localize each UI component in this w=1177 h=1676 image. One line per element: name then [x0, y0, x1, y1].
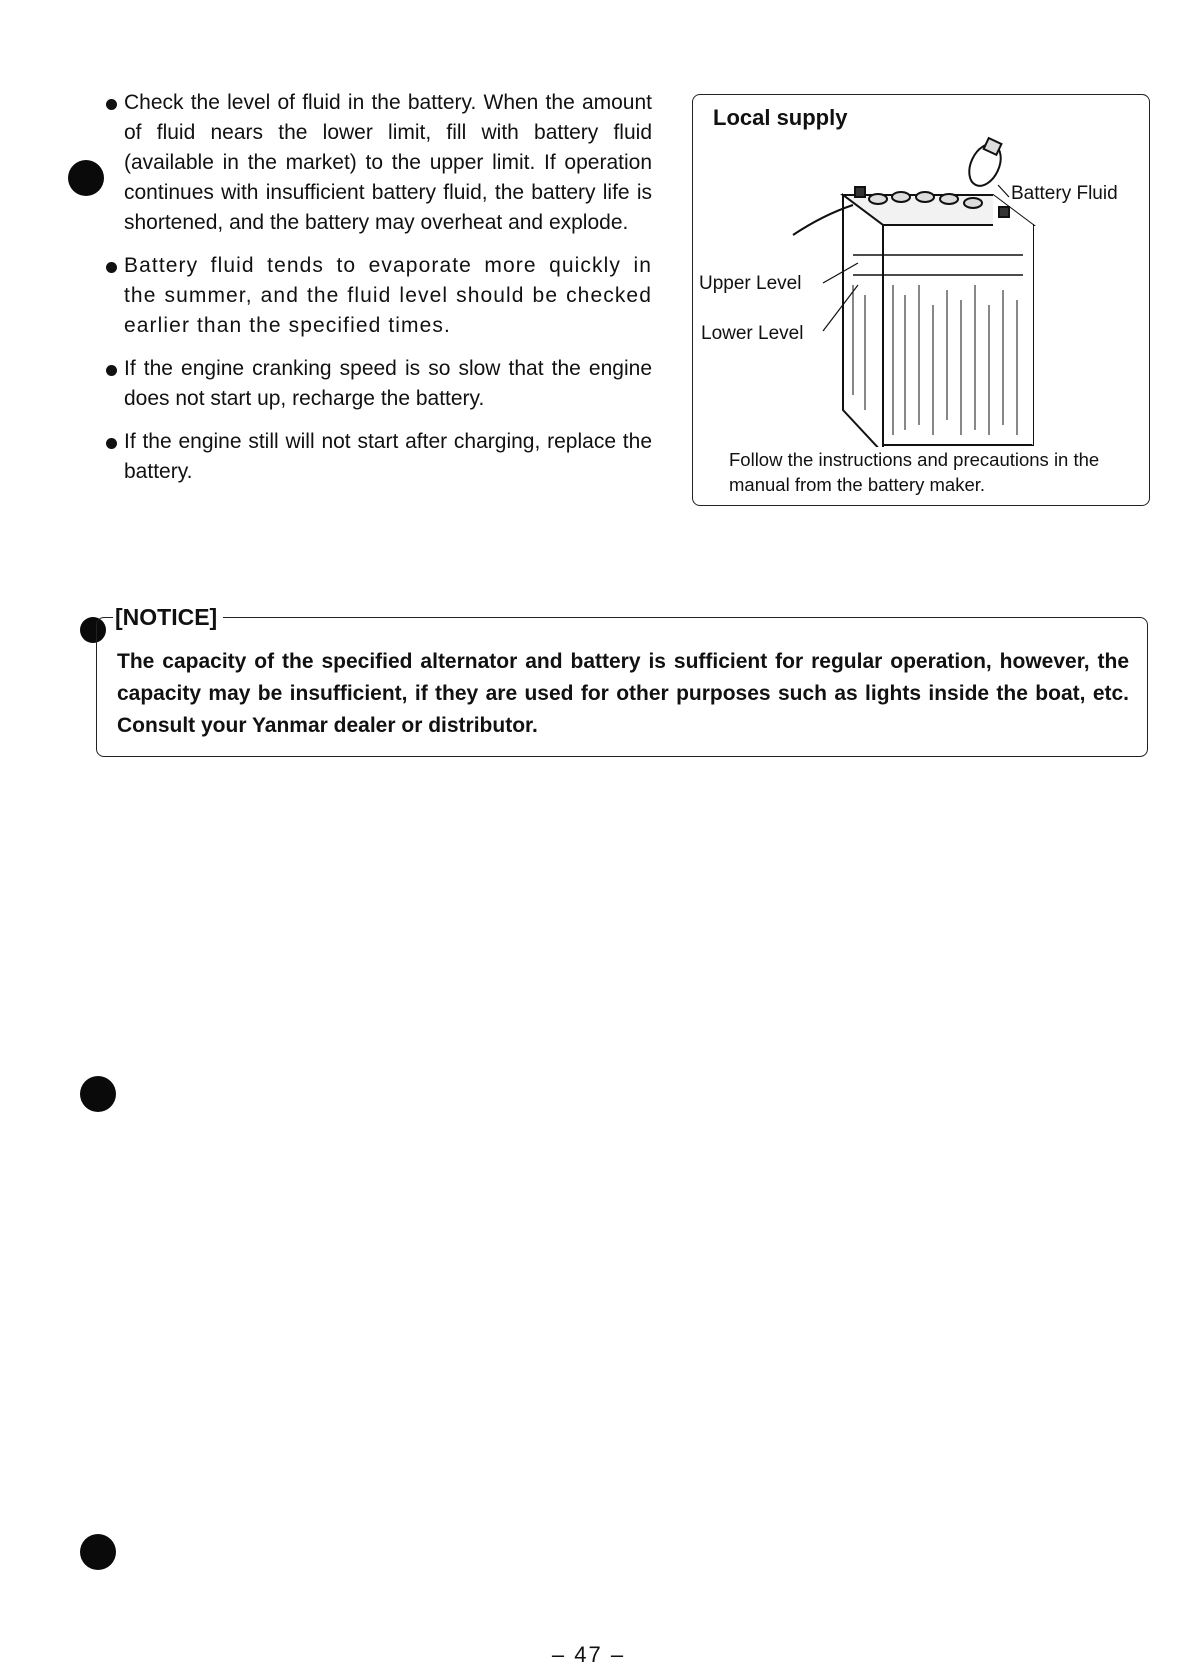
bullet-dot-icon — [106, 99, 117, 110]
punch-hole — [68, 160, 104, 196]
local-supply-title: Local supply — [713, 105, 848, 130]
notice-box — [96, 604, 1148, 757]
bullet-text: If the engine cranking speed is so slow that the engine does not start up, recharge the battery. — [124, 357, 652, 410]
bullet-evaporation — [104, 251, 652, 341]
punch-hole — [80, 1076, 116, 1112]
bullet-dot-icon — [106, 262, 117, 273]
label-battery-fluid: Battery Fluid — [1011, 183, 1118, 204]
bullet-dot-icon — [106, 365, 117, 376]
notice-text: The capacity of the specified alternator and battery is sufficient for regular operation, however, the capacity may be insufficient, if they are used for other purposes such as lights inside the boat, etc. Consult your Yanmar dealer or distributor. — [117, 650, 1129, 737]
bullet-recharge — [104, 354, 652, 414]
local-supply-box — [692, 94, 1150, 506]
label-lower-level: Lower Level — [701, 323, 804, 344]
supply-note: Follow the instructions and precautions in the manual from the battery maker. — [729, 449, 1100, 495]
bullet-text: If the engine still will not start after charging, replace the battery. — [124, 430, 652, 483]
bullet-check-fluid — [104, 88, 652, 238]
label-upper-level: Upper Level — [699, 273, 802, 294]
bullet-dot-icon — [106, 438, 117, 449]
page-number: – 47 – — [551, 1642, 626, 1667]
notice-label: [NOTICE] — [113, 602, 223, 632]
bullet-text: Check the level of fluid in the battery. When the amount of fluid nears the lower limit, fill with battery fluid (available in the market) to the upper limit. If operation continues with insufficient battery fluid, the battery life is shortened, and the battery may overheat and explode. — [124, 91, 652, 234]
battery-icon — [793, 138, 1033, 447]
battery-illustration — [693, 135, 1151, 447]
bullet-text: Battery fluid tends to evaporate more quickly in the summer, and the fluid level should be checked earlier than the specified times. — [124, 254, 652, 337]
bullet-replace — [104, 427, 652, 487]
punch-hole — [80, 1534, 116, 1570]
battery-instructions — [104, 88, 652, 500]
